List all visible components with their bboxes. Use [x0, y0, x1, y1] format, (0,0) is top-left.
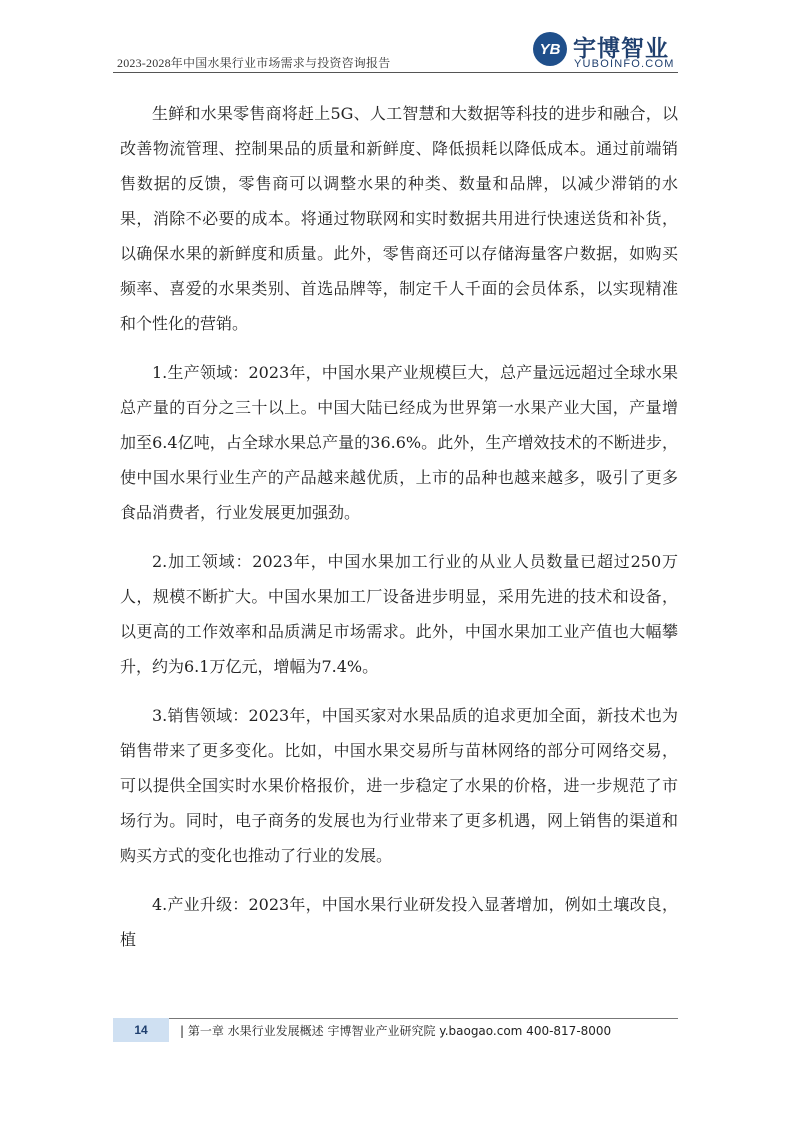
header-divider — [113, 72, 678, 73]
logo-badge-icon: YB — [533, 32, 567, 66]
company-logo — [533, 30, 683, 78]
paragraph-upgrade: 4.产业升级：2023年，中国水果行业研发投入显著增加，例如土壤改良，植 — [120, 895, 678, 949]
page-number: 14 — [113, 1018, 169, 1042]
page-body — [120, 96, 678, 971]
logo-domain: YUBOINFO.COM — [574, 58, 675, 70]
paragraph-processing: 2.加工领域：2023年，中国水果加工行业的从业人员数量已超过250万人，规模不断扩大。中国水果加工厂设备进步明显，采用先进的技术和设备，以更高的工作效率和品质满足市场需求。此外，中国水果加工业产值也大幅攀升，约为6.1万亿元，增幅为7.4%。 — [120, 552, 678, 676]
paragraph-intro: 生鲜和水果零售商将赶上5G、人工智慧和大数据等科技的进步和融合，以改善物流管理、控制果品的质量和新鲜度、降低损耗以降低成本。通过前端销售数据的反馈，零售商可以调整水果的种类、数量和品牌，以减少滞销的水果，消除不必要的成本。将通过物联网和实时数据共用进行快速送货和补货，以确保水果的新鲜度和质量。此外，零售商还可以存储海量客户数据，如购买频率、喜爱的水果类别、首选品牌等，制定千人千面的会员体系，以实现精准和个性化的营销。 — [120, 104, 678, 333]
logo-name: 宇博智业 — [573, 35, 669, 61]
footer-divider — [113, 1018, 678, 1019]
paragraph-production: 1.生产领域：2023年，中国水果产业规模巨大，总产量远远超过全球水果总产量的百分之三十以上。中国大陆已经成为世界第一水果产业大国，产量增加至6.4亿吨，占全球水果总产量的36.6%。此外，生产增效技术的不断进步，使中国水果行业生产的产品越来越优质，上市的品种也越来越多，吸引了更多食品消费者，行业发展更加强劲。 — [120, 363, 678, 522]
paragraph-sales: 3.销售领域：2023年，中国买家对水果品质的追求更加全面，新技术也为销售带来了更多变化。比如，中国水果交易所与苗林网络的部分可网络交易，可以提供全国实时水果价格报价，进一步稳定了水果的价格，进一步规范了市场行为。同时，电子商务的发展也为行业带来了更多机遇，网上销售的渠道和购买方式的变化也推动了行业的发展。 — [120, 706, 678, 865]
report-title: 2023-2028年中国水果行业市场需求与投资咨询报告 — [117, 56, 391, 70]
footer-text: | 第一章 水果行业发展概述 宇博智业产业研究院 y.baogao.com 400-817-8000 — [180, 1024, 612, 1038]
